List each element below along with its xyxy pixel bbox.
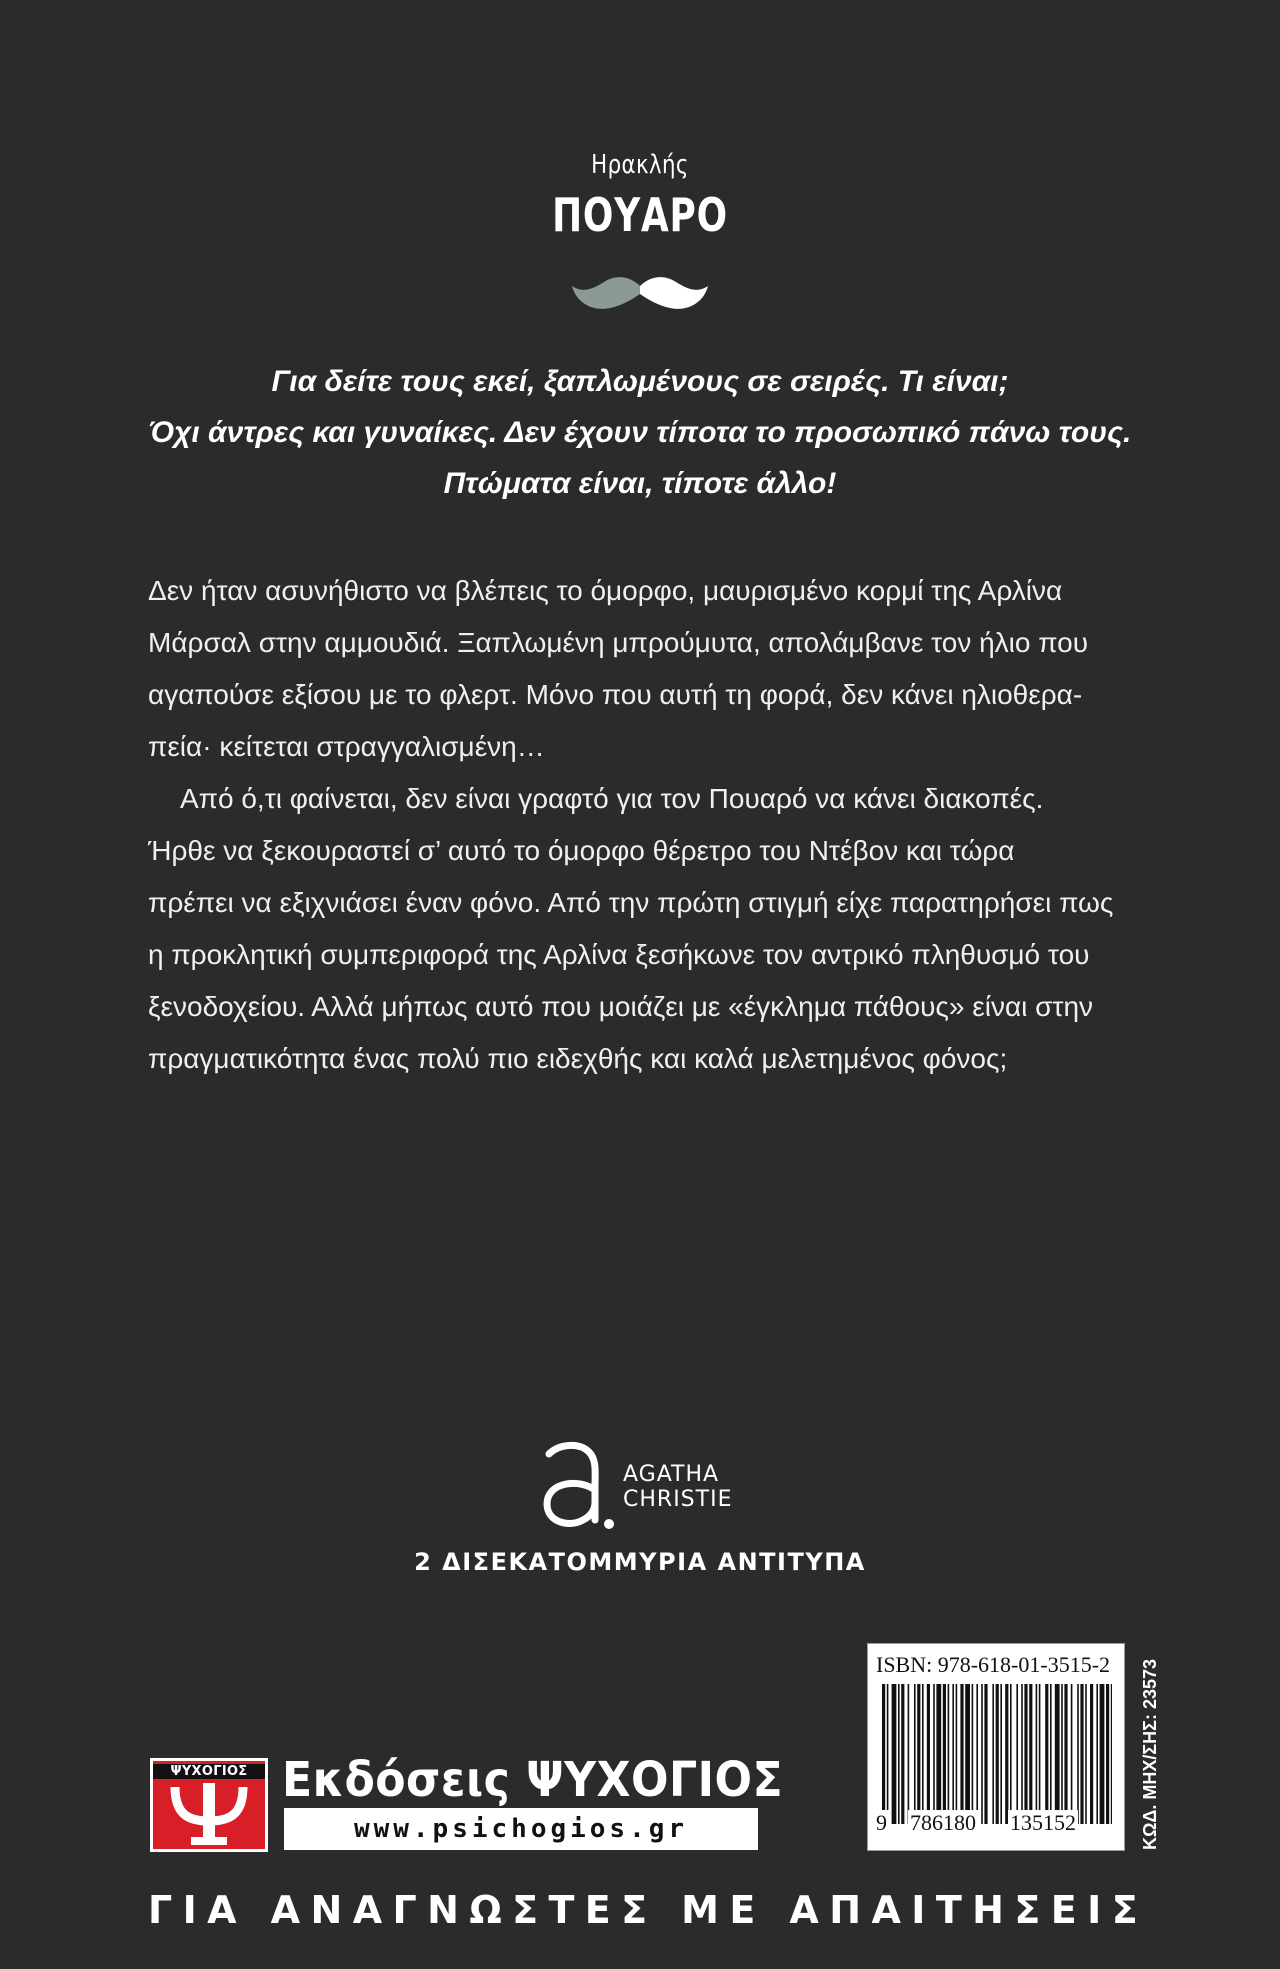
tagline-letter: Τ [935,1888,962,1932]
blurb-line [148,565,1132,617]
tagline-letter: Ι [1087,1888,1102,1932]
barcode-bar [952,1684,954,1824]
tagline-letter: Ε [1050,1888,1077,1932]
tagline-letter: Μ [681,1888,719,1932]
barcode-bar [1050,1684,1052,1824]
barcode-bar [1055,1684,1060,1824]
tagline-letter: Σ [1111,1888,1138,1932]
barcode-bar [981,1684,983,1824]
barcode-bar [1036,1684,1038,1824]
barcode-bar [996,1684,999,1824]
barcode-bar [1071,1684,1073,1824]
barcode-bar [936,1684,941,1824]
barcode-bar [1090,1684,1093,1824]
blurb-line-text: Δεν ήταν ασυνήθιστο να βλέπεις το όμορφο, μαυρισμένο κορμί της Αρλίνα [148,575,1063,606]
tagline-space [247,1888,260,1932]
barcode-bar [1100,1684,1105,1824]
publisher-name: Εκδόσεις ΨΥΧΟΓΙΟΣ [282,1752,784,1808]
barcode-bar [933,1684,935,1824]
barcode-digits-left: 786180 [910,1810,976,1835]
quote-block [140,356,1140,509]
quote-line: Πτώματα είναι, τίποτε άλλο! [443,467,837,500]
barcode-bar [1080,1684,1083,1824]
barcode-bar [922,1684,924,1824]
blurb-line-text: Μάρσαλ στην αμμουδιά. Ξαπλωμένη μπρούμυτα, απολάμβανε τον ήλιο που [148,627,1089,658]
barcode-bar [965,1684,970,1824]
blurb-line [148,773,1132,825]
blurb-line-text: πεία· κείτεται στραγγαλισμένη… [148,731,545,762]
barcode-bar [1016,1684,1018,1824]
tagline-letter: Ι [182,1888,197,1932]
tagline-letter: Ε [584,1888,611,1932]
author-name [623,1462,732,1512]
tagline-letter: Α [270,1888,301,1932]
author-name-line: AGATHA [623,1462,720,1487]
barcode-bars [882,1684,1112,1824]
agatha-christie-logo-icon [535,1440,615,1535]
tagline-letter: Α [207,1888,237,1932]
tagline-letter: Σ [512,1888,539,1932]
tagline-letter: Γ [148,1888,173,1932]
barcode-bar [943,1684,946,1824]
tagline-letter: Α [871,1888,901,1932]
tagline-letter: Π [829,1888,862,1932]
barcode-bar [1061,1684,1063,1824]
barcode-bar [1096,1684,1098,1824]
publisher-url: www.psichogios.gr [284,1808,758,1850]
barcode-bar [908,1684,910,1824]
publisher-logo-text: ΨΥΧΟΓΙΟΣ [153,1764,265,1779]
blurb-line [148,1033,1132,1085]
blurb-line [148,617,1132,669]
isbn-text: ISBN: 978-618-01-3515-2 [876,1652,1111,1677]
tagline-letter: Σ [1014,1888,1041,1932]
tagline-space [766,1888,779,1932]
barcode-bar [1000,1684,1002,1824]
tagline-letter: Ε [729,1888,756,1932]
blurb-text [148,565,1132,1085]
tagline-letter: Ι [911,1888,926,1932]
agatha-christie-logo [535,1440,755,1535]
blurb-line-text: η προκλητική συμπεριφορά της Αρλίνα ξεσήκωνε τον αντρικό πληθυσμό του [148,939,1090,970]
blurb-line [148,669,1132,721]
tagline-letter: Ν [310,1888,343,1932]
copies-sold: 2 ΔΙΣΕΚΑΤΟΜΜΥΡΙΑ ΑΝΤΙΤΥΠΑ [414,1548,866,1576]
barcode-bar [992,1684,994,1824]
barcode-bar [956,1684,958,1824]
product-code: ΚΩΔ. ΜΗΧ/ΣΗΣ: 23573 [1140,1658,1160,1850]
barcode-bar [887,1684,889,1824]
blurb-line [148,929,1132,981]
barcode-bar [984,1684,987,1824]
barcode-bar [1077,1684,1079,1824]
blurb-line [148,721,1132,773]
barcode-bar [882,1684,885,1824]
tagline-letter: Α [789,1888,819,1932]
barcode-bar [976,1684,978,1824]
blurb-line-text: αγαπούσε εξίσου με το φλερτ. Μόνο που αυτή τη φορά, δεν κάνει ηλιοθερα- [148,679,1083,710]
tagline-letter: Γ [392,1888,417,1932]
isbn-barcode [867,1643,1125,1851]
barcode-bar [1085,1684,1087,1824]
mustache-icon [570,272,710,316]
barcode-bar [1045,1684,1048,1824]
tagline-letter: Α [352,1888,383,1932]
barcode-bar [1024,1684,1027,1824]
barcode-bar [1039,1684,1041,1824]
tagline-letter: Σ [621,1888,648,1932]
series-title: ΠΟΥΑΡΟ [552,188,728,242]
barcode-bar [1029,1684,1032,1824]
blurb-line [148,877,1132,929]
blurb-line-text: Ήρθε να ξεκουραστεί σ’ αυτό το όμορφο θέρετρο του Ντέβον και τώρα [148,835,1015,866]
publisher-logo [150,1758,268,1852]
tagline-letter: Ω [469,1888,502,1932]
blurb-line [148,825,1132,877]
barcode-bar [1106,1684,1109,1824]
barcode-bar [1010,1684,1012,1824]
author-name-line: CHRISTIE [623,1487,733,1512]
barcode-bar [1021,1684,1023,1824]
barcode-bar [892,1684,897,1824]
barcode-bar [898,1684,900,1824]
tagline-letter: Η [972,1888,1004,1932]
psi-icon [169,1781,249,1847]
barcode-bar [948,1684,950,1824]
barcode-bar [1005,1684,1008,1824]
blurb-line-text: ξενοδοχείου. Αλλά μήπως αυτό που μοιάζει με «έγκλημα πάθους» είναι στην [148,991,1094,1022]
barcode-digits-right: 135152 [1010,1810,1076,1835]
tagline-letter: Ν [427,1888,459,1932]
blurb-line-text: Από ό,τι φαίνεται, δεν είναι γραφτό για τον Πουαρό να κάνει διακοπές. [180,783,1044,814]
quote-line: Για δείτε τους εκεί, ξαπλωμένους σε σειρές. Τι είναι; [271,365,1009,398]
blurb-line [148,981,1132,1033]
barcode-bar [927,1684,930,1824]
barcode-bar [960,1684,963,1824]
quote-line: Όχι άντρες και γυναίκες. Δεν έχουν τίποτα το προσωπικό πάνω τους. [148,416,1132,449]
blurb-line-text: πρέπει να εξιχνιάσει έναν φόνο. Από την πρώτη στιγμή είχε παρατηρήσει πως [148,887,1114,918]
tagline-letter: Τ [548,1888,575,1932]
series-first-name: Ηρακλής [591,150,689,180]
barcode-digits [868,1810,1126,1840]
blurb-line-text: πραγματικότητα ένας πολύ πιο ειδεχθής και καλά μελετημένος φόνος; [148,1043,1008,1074]
barcode-bar [972,1684,974,1824]
barcode-bar [917,1684,920,1824]
barcode-bar [914,1684,916,1824]
barcode-bar [1111,1684,1112,1824]
barcode-bar [1064,1684,1067,1824]
tagline-space [658,1888,671,1932]
barcode-bar [901,1684,904,1824]
barcode-digit-first: 9 [876,1810,887,1835]
tagline [148,1888,1138,1932]
